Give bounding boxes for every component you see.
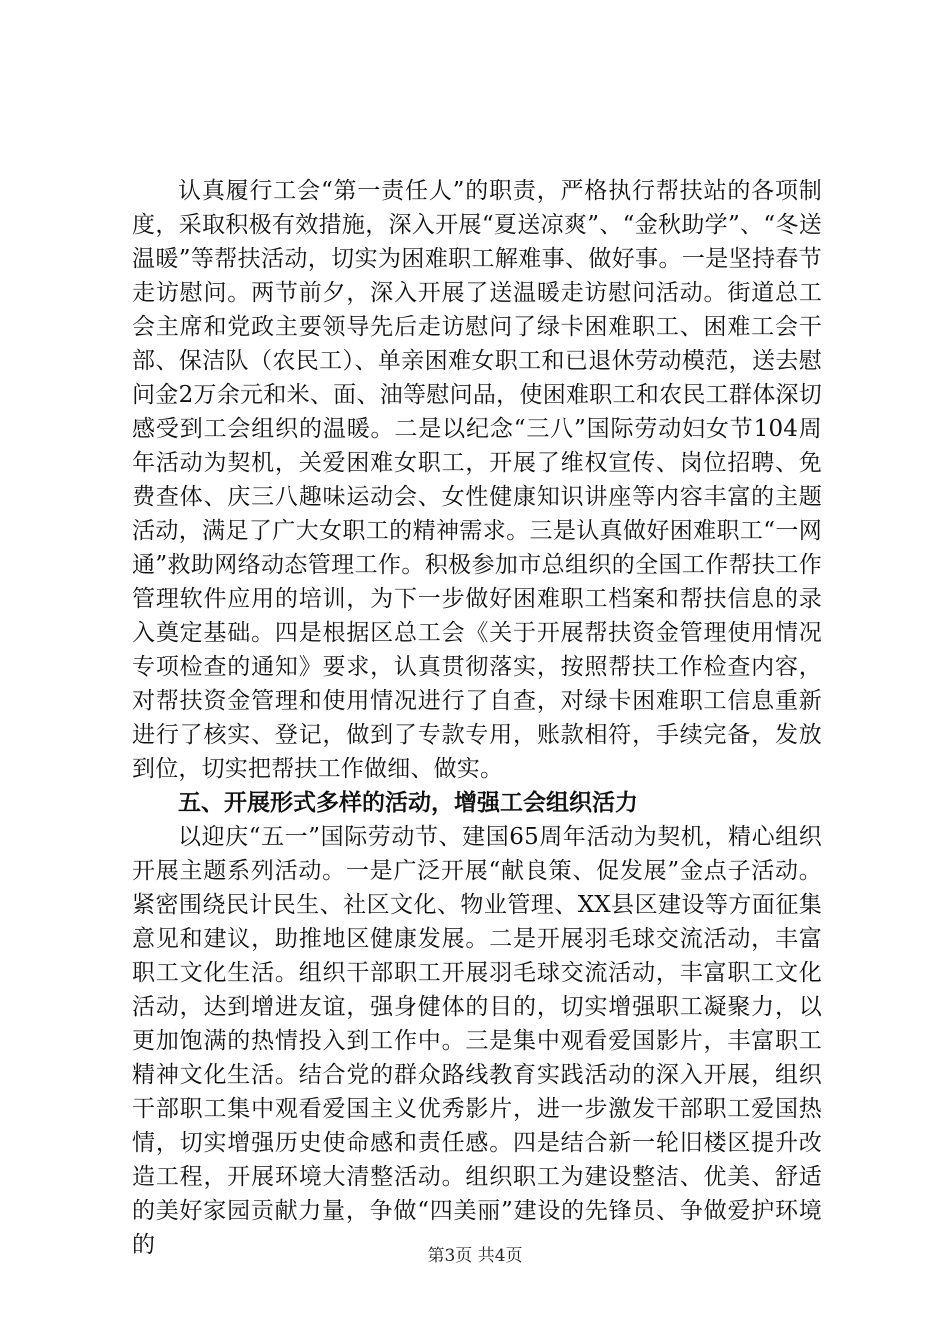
document-body: [132, 174, 822, 1262]
page-footer: 第3页 共4页: [427, 1246, 523, 1266]
body-paragraph-1: 认真履行工会“第一责任人”的职责，严格执行帮扶站的各项制度，采取积极有效措施，深入开展“夏送凉爽”、“金秋助学”、“冬送温暖”等帮扶活动，切实为困难职工解难事、做好事。一是坚持春节走访慰问。两节前夕，深入开展了送温暖走访慰问活动。街道总工会主席和党政主要领导先后走访慰问了绿卡困难职工、困难工会干部、保洁队（农民工）、单亲困难女职工和已退休劳动模范，送去慰问金2万余元和米、面、油等慰问品，使困难职工和农民工群体深切感受到工会组织的温暖。二是以纪念“三八”国际劳动妇女节104周年活动为契机，关爱困难女职工，开展了维权宣传、岗位招聘、免费查体、庆三八趣味运动会、女性健康知识讲座等内容丰富的主题活动，满足了广大女职工的精神需求。三是认真做好困难职工“一网通”救助网络动态管理工作。积极参加市总组织的全国工作帮扶工作管理软件应用的培训，为下一步做好困难职工档案和帮扶信息的录入奠定基础。四是根据区总工会《关于开展帮扶资金管理使用情况专项检查的通知》要求，认真贯彻落实，按照帮扶工作检查内容，对帮扶资金管理和使用情况进行了自查，对绿卡困难职工信息重新进行了核实、登记，做到了专款专用，账款相符，手续完备，发放到位，切实把帮扶工作做细、做实。: [132, 178, 822, 782]
section-heading-5: 五、开展形式多样的活动，增强工会组织活力: [178, 790, 638, 816]
body-paragraph-2: 以迎庆“五一”国际劳动节、建国65周年活动为契机，精心组织开展主题系列活动。一是广泛开展“献良策、促发展”金点子活动。紧密围绕民计民生、社区文化、物业管理、XX县区建设等方面征集意见和建议，助推地区健康发展。二是开展羽毛球交流活动，丰富职工文化生活。组织干部职工开展羽毛球交流活动，丰富职工文化活动，达到增进友谊，强身健体的目的，切实增强职工凝聚力，以更加饱满的热情投入到工作中。三是集中观看爱国影片，丰富职工精神文化生活。结合党的群众路线教育实践活动的深入开展，组织干部职工集中观看爱国主义优秀影片，进一步激发干部职工爱国热情，切实增强历史使命感和责任感。四是结合新一轮旧楼区提升改造工程，开展环境大清整活动。组织职工为建设整洁、优美、舒适的美好家园贡献力量，争做“四美丽”建设的先锋员、争做爱护环境的: [132, 824, 822, 1258]
